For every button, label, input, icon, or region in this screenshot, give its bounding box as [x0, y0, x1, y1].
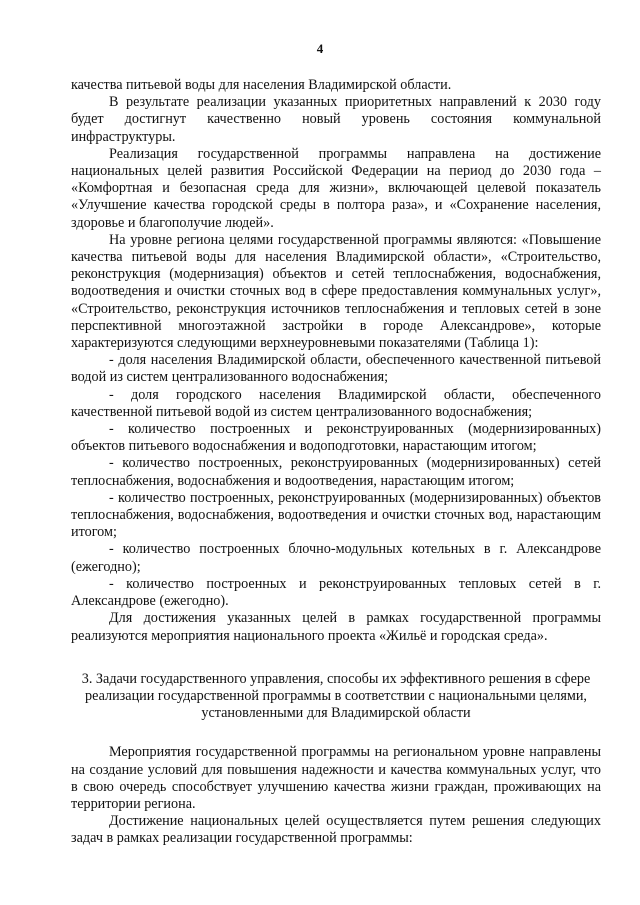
indicator-list-item: - доля городского населения Владимирской области, обеспеченного качественной питьевой водой из систем централизованного водоснабжения; — [71, 386, 601, 420]
paragraph: Реализация государственной программы направлена на достижение национальных целей развития Российской Федерации на период до 2030 года – «Комфортная и безопасная среда для жизни», включающей целевой показатель «Улучшение качества городской среды в полтора раза», и «Сохранение населения, здоровье и благополучие людей». — [71, 145, 601, 231]
indicator-list-item: - количество построенных и реконструированных тепловых сетей в г. Александрове (ежегодно). — [71, 575, 601, 610]
page-number: 4 — [316, 41, 324, 56]
paragraph: На уровне региона целями государственной программы являются: «Повышение качества питьевой воды для населения Владимирской области», «Строительство, реконструкция (модернизация) объектов и сетей теплоснабжения, водоснабжения, водоотведения и очистки сточных вод в сфере предоставления коммунальных услуг», «Строительство, реконструкция источников теплоснабжения и тепловых сетей в зоне перспективной многоэтажной застройки в городе Александрове», которые характеризуются следующими верхнеуровневыми показателями (Таблица 1): — [71, 231, 601, 352]
section-heading: 3. Задачи государственного управления, способы их эффективного решения в сфере реализации государственной программы в соответствии с национальными целями, установленными для Владимирской области — [81, 670, 591, 722]
indicator-list-item: - количество построенных и реконструированных (модернизированных) объектов питьевого водоснабжения и водоподготовки, нарастающим итогом; — [71, 421, 601, 455]
document-body — [71, 77, 601, 848]
indicator-list-item: - доля населения Владимирской области, обеспеченного качественной питьевой водой из систем централизованного водоснабжения; — [71, 352, 601, 386]
paragraph: В результате реализации указанных приоритетных направлений к 2030 году будет достигнут качественно новый уровень состояния коммунальной инфраструктуры. — [71, 94, 601, 145]
paragraph: Достижение национальных целей осуществляется путем решения следующих задач в рамках реализации государственной программы: — [71, 813, 601, 847]
indicator-list-item: - количество построенных, реконструированных (модернизированных) сетей теплоснабжения, водоснабжения и водоотведения, нарастающим итогом; — [71, 455, 601, 489]
paragraph: Для достижения указанных целей в рамках государственной программы реализуются мероприятия национального проекта «Жильё и городская среда». — [71, 610, 601, 644]
paragraph: качества питьевой воды для населения Владимирской области. — [71, 77, 452, 93]
indicator-list-item: - количество построенных, реконструированных (модернизированных) объектов теплоснабжения, водоснабжения, водоотведения и очистки сточных вод, нарастающим итогом; — [71, 489, 601, 541]
indicator-list-item: - количество построенных блочно-модульных котельных в г. Александрове (ежегодно); — [71, 541, 601, 575]
paragraph: Мероприятия государственной программы на региональном уровне направлены на создание условий для повышения надежности и качества коммунальных услуг, что в свою очередь способствует улучшению качества жизни граждан, проживающих на территории региона. — [71, 744, 601, 812]
